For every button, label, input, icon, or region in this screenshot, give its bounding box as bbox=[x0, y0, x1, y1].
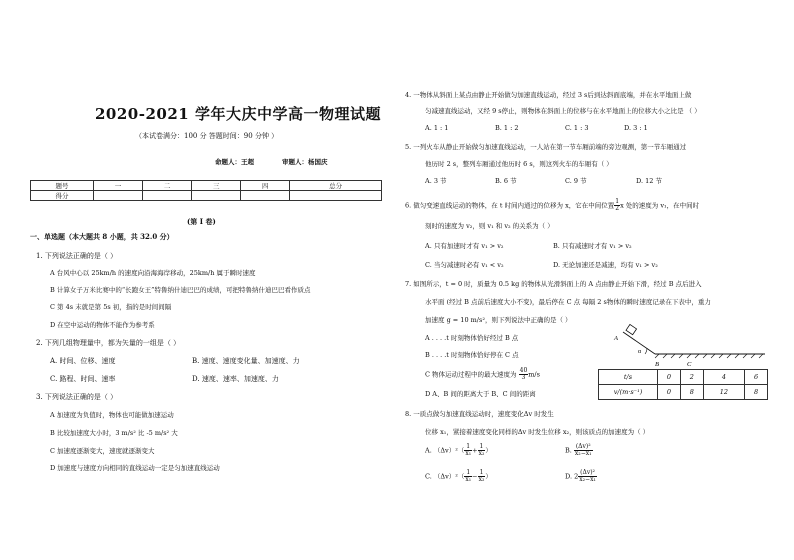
score-table bbox=[30, 180, 382, 201]
q5-line2: 他历时 2 s，整列车厢通过他历时 6 s，则这列火车的车厢有（ ） bbox=[425, 160, 613, 168]
q6-option-d: D. 无论加速还是减速，均有 v₁ > v₂ bbox=[553, 261, 658, 269]
q6-line2: 刻时的速度为 v₂，则 v₁ 和 v₂ 的关系为（ ） bbox=[425, 222, 554, 230]
q8-option-b-text: B. bbox=[565, 446, 572, 455]
score-cell bbox=[94, 191, 143, 201]
label-alpha: α bbox=[638, 349, 642, 355]
q7-option-c-text: C 物体运动过程中的最大速度为 bbox=[425, 370, 517, 379]
q2-option-b: B. 速度、速度变化量、加速度、力 bbox=[192, 357, 300, 365]
q4-line2: 匀减速直线运动，又经 9 s停止，则物体在斜面上的位移与在水平地面上的位移大小之比是 （ ） bbox=[425, 107, 701, 115]
q7-line3: 加速度 g = 10 m/s²，则下列说法中正确的是（ ） bbox=[425, 316, 572, 324]
frac-1-x2: $\frac{1}{\text{x₂}}$ bbox=[478, 469, 485, 483]
q8-option-c: C. （Δv）²（ $\frac{1}{\text{x₁}}$ − $\frac{1}{\text{x₂}}$ ） bbox=[425, 469, 492, 483]
q4-option-b: B. 1 : 2 bbox=[495, 124, 519, 132]
table-cell: t/s bbox=[599, 370, 658, 385]
q8-line1: 8. 一质点做匀加速直线运动时，速度变化Δv 时发生 bbox=[405, 410, 554, 418]
q7-option-a: A . . . .t 时刻物体恰好经过 B 点 bbox=[425, 334, 519, 342]
frac-1-x1: $\frac{1}{\text{x₁}}$ bbox=[465, 443, 472, 457]
frac-1-x1: $\frac{1}{\text{x₁}}$ bbox=[465, 469, 472, 483]
page-title: 2020-2021 学年大庆中学高一物理试题 bbox=[95, 105, 381, 123]
q7-option-c-unit: m/s bbox=[528, 370, 540, 379]
q6-line1 bbox=[405, 199, 699, 212]
q2-option-c: C. 路程、时间、速率 bbox=[50, 375, 116, 383]
q8-line2: 位移 x₁，紧接着速度变化同样的Δv 时发生位移 x₂，则该质点的加速度为（ ） bbox=[425, 428, 650, 436]
table-cell: 8 bbox=[680, 385, 703, 400]
q8-option-b bbox=[565, 444, 593, 457]
score-cell: 总分 bbox=[290, 181, 382, 191]
frac-dv2-x2-x1: $\frac{\text{(Δv)²}}{\text{x₂−x₁}}$ bbox=[579, 469, 596, 483]
score-cell bbox=[143, 191, 192, 201]
q7-option-c bbox=[425, 368, 540, 381]
q7-option-b: B . . . .t 时刻物体恰好停在 C 点 bbox=[425, 351, 519, 359]
score-cell: 四 bbox=[241, 181, 290, 191]
q3-option-d: D 加速度与速度方向相同的直线运动一定是匀加速直线运动 bbox=[50, 464, 220, 472]
table-cell: 2 bbox=[680, 370, 703, 385]
velocity-row bbox=[599, 385, 768, 400]
max-speed-fraction: $\frac{40}{3}$ bbox=[519, 367, 528, 381]
table-cell: v/(m·s⁻¹) bbox=[599, 385, 658, 400]
reviewer: 审题人：杨国庆 bbox=[282, 158, 328, 166]
score-cell bbox=[192, 191, 241, 201]
table-cell: 12 bbox=[703, 385, 744, 400]
part-heading: (第 I 卷) bbox=[187, 217, 216, 226]
table-cell: 0 bbox=[658, 385, 681, 400]
label-c: C bbox=[687, 361, 692, 368]
q4-option-d: D. 3 : 1 bbox=[624, 124, 648, 132]
q5-option-b: B. 6 节 bbox=[495, 177, 517, 185]
q4-option-c: C. 1 : 3 bbox=[565, 124, 589, 132]
score-cell: 二 bbox=[143, 181, 192, 191]
q1-option-d: D 在空中运动的物体不能作为参考系 bbox=[50, 321, 155, 329]
q6-option-a: A. 只有加速时才有 v₁ > v₂ bbox=[425, 242, 504, 250]
section-heading: 一、单选题（本大题共 8 小题，共 32.0 分） bbox=[30, 232, 174, 241]
table-cell: 6 bbox=[745, 370, 768, 385]
label-a: A bbox=[614, 335, 618, 342]
q2-option-d: D. 速度、速率、加速度、力 bbox=[192, 375, 279, 383]
velocity-table bbox=[598, 369, 768, 400]
label-b: B bbox=[655, 361, 659, 368]
score-cell: 一 bbox=[94, 181, 143, 191]
q4-option-a: A. 1 : 1 bbox=[425, 124, 449, 132]
incline-figure bbox=[615, 322, 775, 372]
q1-option-a: A 台风中心以 25km/h 的速度向沿海海岸移动，25km/h 属于瞬时速度 bbox=[50, 269, 256, 277]
score-cell: 得分 bbox=[31, 191, 94, 201]
table-cell: 8 bbox=[745, 385, 768, 400]
q8-option-c-text: C. （Δv）²（ bbox=[425, 472, 465, 481]
q2-stem: 2. 下列几组物理量中，都为矢量的一组是（ ） bbox=[36, 339, 181, 347]
q8-option-d-text: D. 2 bbox=[565, 472, 579, 481]
q7-option-d: D A、B 间的距离大于 B、C 间的距离 bbox=[425, 390, 536, 398]
q3-option-a: A 加速度为负值时，物体也可能做加速运动 bbox=[50, 411, 174, 419]
q1-option-c: C 第 4s 末就是第 5s 初，指的是时间间隔 bbox=[50, 303, 172, 311]
block-icon bbox=[626, 324, 637, 334]
angle-arc bbox=[645, 348, 647, 354]
q2-option-a: A. 时间、位移、速度 bbox=[50, 357, 116, 365]
half-fraction: $\frac{1}{2}$ bbox=[615, 198, 620, 212]
frac-1-x2: $\frac{1}{\text{x₂}}$ bbox=[478, 443, 485, 457]
score-cell: 三 bbox=[192, 181, 241, 191]
q8-option-d bbox=[565, 470, 597, 483]
q7-line2: 水平面 (经过 B 点前后速度大小不变)，最后停在 C 点 每隔 2 s物体的瞬时速度记录在下表中，重力 bbox=[425, 298, 711, 306]
score-cell bbox=[290, 191, 382, 201]
q6-line1-text: 6. 做匀变速直线运动的物体，在 t 时间内通过的位移为 x，它在中间位置 bbox=[405, 201, 615, 210]
score-value-row bbox=[31, 191, 382, 201]
ground-hatch bbox=[655, 354, 763, 358]
exam-info: （本试卷满分：100 分 答题时间：90 分钟 ） bbox=[135, 132, 279, 140]
setter: 命题人：王超 bbox=[215, 158, 254, 166]
q7-line1: 7. 如图所示，t = 0 时，质量为 0.5 kg 的物体从光滑斜面上的 A 点由静止开始下滑，经过 B 点后进入 bbox=[405, 280, 702, 288]
q5-option-c: C. 9 节 bbox=[565, 177, 587, 185]
q3-option-c: C 加速度逐渐变大，速度就逐渐变大 bbox=[50, 447, 155, 455]
score-cell: 题号 bbox=[31, 181, 94, 191]
score-cell bbox=[241, 191, 290, 201]
q6-line1-tail: x 处的速度为 v₁，在中间时 bbox=[620, 201, 700, 210]
q5-line1: 5. 一列火车从静止开始做匀加速直线运动，一人站在第一节车厢前端的旁边观测，第一节车厢通过 bbox=[405, 143, 687, 151]
q5-option-d: D. 12 节 bbox=[636, 177, 662, 185]
q6-option-c: C. 当匀减速时必有 v₁ < v₂ bbox=[425, 261, 504, 269]
q6-option-b: B. 只有减速时才有 v₁ > v₂ bbox=[553, 242, 632, 250]
q5-option-a: A. 3 节 bbox=[425, 177, 447, 185]
q4-line1: 4. 一物体从斜面上某点由静止开始做匀加速直线运动，经过 3 s后到达斜面底端，并在水平地面上做 bbox=[405, 91, 692, 99]
time-row bbox=[599, 370, 768, 385]
q8-option-a: A. （Δv）²（ $\frac{1}{\text{x₁}}$ + $\frac{1}{\text{x₂}}$ ） bbox=[425, 443, 492, 457]
table-cell: 0 bbox=[658, 370, 681, 385]
q8-option-a-text: A. （Δv）²（ bbox=[425, 446, 465, 455]
score-header-row bbox=[31, 181, 382, 191]
q3-stem: 3. 下列说法正确的是（ ） bbox=[36, 393, 118, 401]
q1-option-b: B 计算女子万米比赛中的“长跑女王”特鲁纳什迪巴巴的成绩，可把特鲁纳什迪巴巴看作质点 bbox=[50, 286, 311, 294]
table-cell: 4 bbox=[703, 370, 744, 385]
q3-option-b: B 比较加速度大小时，3 m/s² 比 -5 m/s² 大 bbox=[50, 429, 178, 437]
frac-dv2-x2-x1: $\frac{\text{(Δv)²}}{\text{x₂−x₁}}$ bbox=[574, 443, 592, 457]
q1-stem: 1. 下列说法正确的是（ ） bbox=[36, 252, 118, 260]
